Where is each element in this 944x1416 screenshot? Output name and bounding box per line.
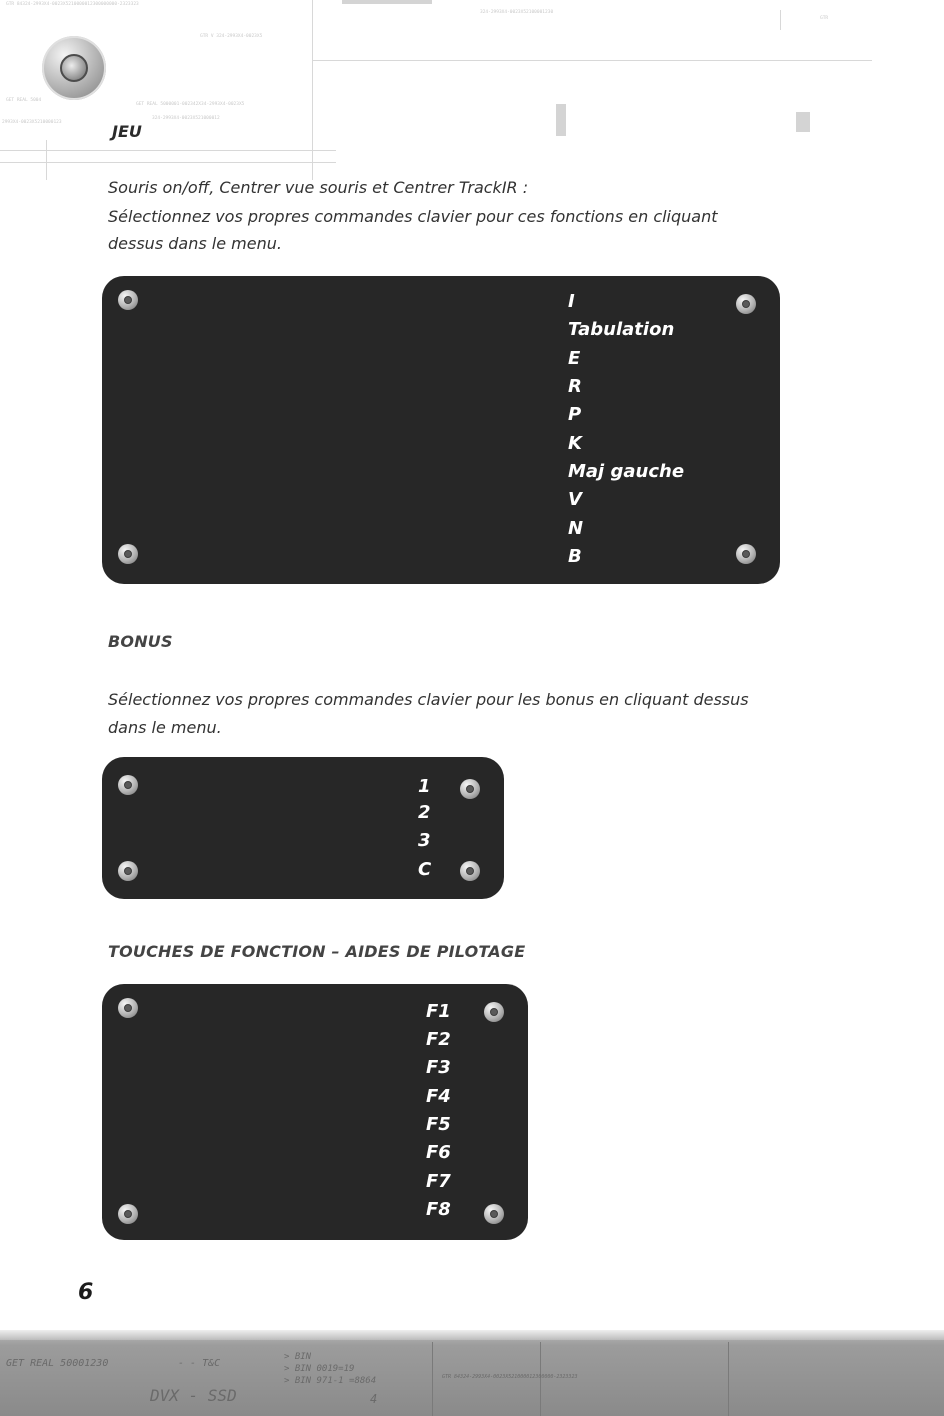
key-row-key: 1: [418, 776, 431, 797]
intro-line: Souris on/off, Centrer vue souris et Centrer TrackIR :: [108, 178, 529, 197]
keys-panel-jeu: [102, 276, 780, 584]
key-row-key: B: [568, 546, 582, 567]
bolt-icon: [118, 861, 138, 881]
key-row-key: C: [418, 859, 432, 880]
header-block: [796, 112, 810, 132]
key-row-key: R: [568, 376, 582, 397]
bolt-icon: [118, 1204, 138, 1224]
key-row-key: V: [568, 489, 582, 510]
header-rule: [46, 140, 47, 180]
footer-rule: [728, 1342, 729, 1416]
footer-text: > BIN 0019=19: [284, 1364, 355, 1374]
deco-text: GTR: [820, 16, 829, 21]
bolt-icon: [736, 544, 756, 564]
page-number: 6: [78, 1280, 94, 1305]
key-row-key: K: [568, 433, 582, 454]
header-block: [556, 104, 566, 136]
key-row-key: 3: [418, 830, 431, 851]
key-row-key: F7: [426, 1171, 451, 1192]
key-row-key: F4: [426, 1086, 451, 1107]
deco-text: 324-2993X4-0023X52100001230: [480, 10, 554, 15]
header-block: [342, 0, 432, 4]
key-row-key: F5: [426, 1114, 451, 1135]
key-row-key: Tabulation: [568, 319, 675, 340]
bolt-icon: [736, 294, 756, 314]
bonus-line: Sélectionnez vos propres commandes clavier pour les bonus en cliquant dessus: [108, 690, 749, 709]
bolt-icon: [118, 998, 138, 1018]
bolt-icon: [460, 779, 480, 799]
key-row-key: F6: [426, 1142, 451, 1163]
footer-text: GET REAL 50001230: [6, 1358, 109, 1369]
deco-text: 324-2993X4-0023X521000012: [152, 116, 220, 121]
footer-text: DVX - SSD: [150, 1386, 237, 1405]
bolt-icon: [484, 1002, 504, 1022]
deco-text: GTR 84324-2993X4-0023X5210000012300000000-2323323: [6, 2, 139, 7]
footer-text: > BIN: [284, 1352, 312, 1362]
footer-rule: [432, 1342, 433, 1416]
key-row-key: Maj gauche: [568, 461, 685, 482]
section-title-bonus: BONUS: [108, 632, 173, 651]
header-rule: [0, 162, 336, 163]
key-row-key: F8: [426, 1199, 451, 1220]
bolt-icon: [118, 544, 138, 564]
gtr-logo-icon: [42, 36, 106, 100]
header-rule: [312, 0, 313, 180]
bolt-icon: [118, 290, 138, 310]
bolt-icon: [484, 1204, 504, 1224]
deco-text: GET REAL 5000001-002342X34-2993X4-0023X5: [136, 102, 245, 107]
deco-text: 2993X4-0023X5210000123: [2, 120, 62, 125]
keys-panel-fonction: [102, 984, 528, 1240]
footer-text: GTR 84324-2993X4-0023X521000012300000-2323323: [442, 1374, 578, 1380]
key-row-key: N: [568, 518, 584, 539]
header-rule: [780, 10, 781, 30]
deco-text: GTR V 324-2993X4-0023X5: [200, 34, 263, 39]
bolt-icon: [460, 861, 480, 881]
key-row-key: 2: [418, 802, 431, 823]
key-row-key: F1: [426, 1001, 451, 1022]
key-row-key: E: [568, 348, 581, 369]
bonus-line: dans le menu.: [108, 718, 222, 737]
key-row-key: F3: [426, 1057, 451, 1078]
page-header: [0, 0, 944, 190]
footer-text: - - T&C: [178, 1358, 221, 1369]
bolt-icon: [118, 775, 138, 795]
header-rule: [312, 60, 872, 61]
section-title-fonction: TOUCHES DE FONCTION – AIDES DE PILOTAGE: [108, 942, 526, 961]
deco-text: GET REAL 5004: [6, 98, 42, 103]
keys-panel-bonus: [102, 757, 504, 899]
key-row-key: I: [568, 291, 575, 312]
section-label-jeu: JEU: [112, 122, 142, 141]
key-row-key: P: [568, 404, 582, 425]
key-row-key: F2: [426, 1029, 451, 1050]
footer-text: > BIN 971-1 =8864: [284, 1376, 377, 1386]
intro-line: Sélectionnez vos propres commandes clavier pour ces fonctions en cliquant: [108, 207, 718, 226]
intro-line: dessus dans le menu.: [108, 234, 282, 253]
page-footer: [0, 1330, 944, 1416]
footer-text: 4: [370, 1392, 378, 1406]
header-rule: [0, 150, 336, 151]
